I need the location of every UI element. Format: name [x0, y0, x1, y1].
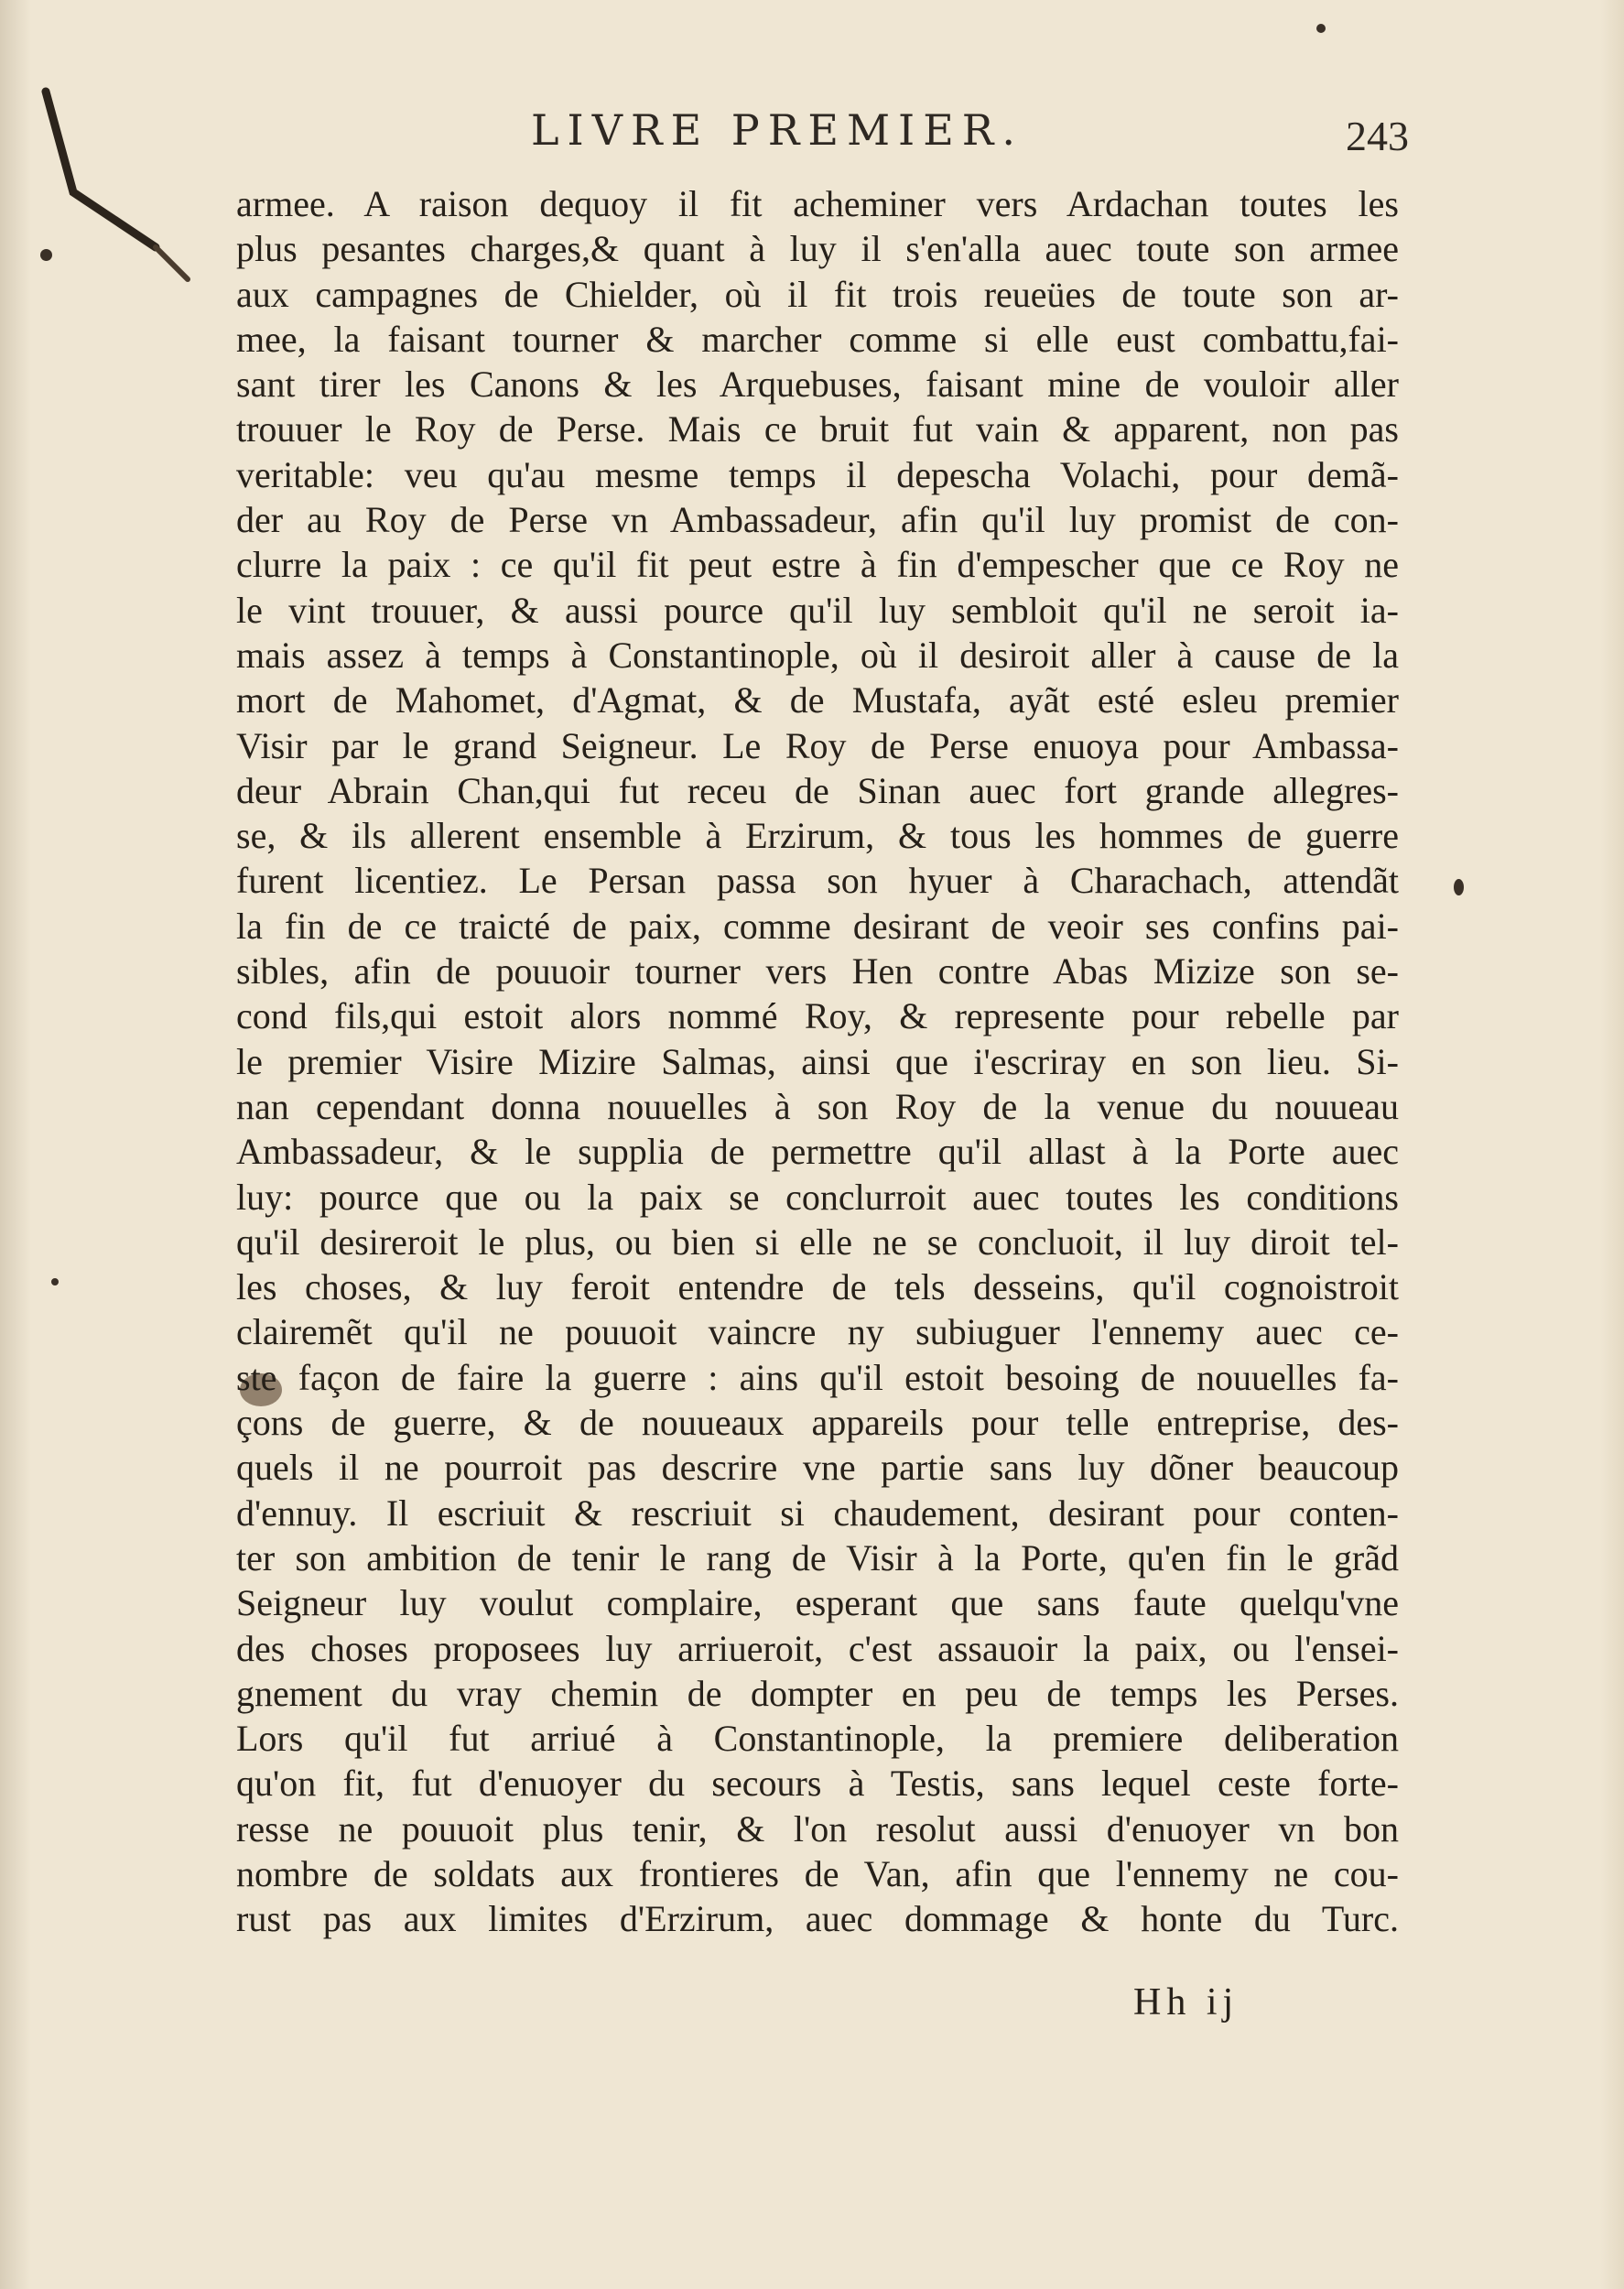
running-header: LIVRE PREMIER. — [531, 105, 1024, 155]
page-gutter-shadow — [0, 0, 31, 2289]
text-line: la fin de ce traicté de paix, comme desirant de veoir ses confins pai- — [236, 905, 1399, 947]
text-line: deur Abrain Chan,qui fut receu de Sinan auec fort grande allegres- — [236, 769, 1399, 811]
page-edge-shadow — [1600, 0, 1624, 2289]
ink-speck — [40, 249, 52, 261]
text-line: rust pas aux limites d'Erzirum, auec dommage & honte du Turc. — [236, 1898, 1399, 1940]
text-line: Visir par le grand Seigneur. Le Roy de Perse enuoya pour Ambassa- — [236, 724, 1399, 766]
text-line: clairemẽt qu'il ne pouuoit vaincre ny subiuguer l'ennemy auec ce- — [236, 1311, 1399, 1353]
body-text — [236, 181, 1399, 1942]
text-line: le premier Visire Mizire Salmas, ainsi que i'escriray en son lieu. Si- — [236, 1040, 1399, 1082]
text-line: nan cependant donna nouuelles à son Roy de la venue du nouueau — [236, 1085, 1399, 1127]
text-line: der au Roy de Perse vn Ambassadeur, afin qu'il luy promist de con- — [236, 499, 1399, 541]
text-line: çons de guerre, & de nouueaux appareils pour telle entreprise, des- — [236, 1402, 1399, 1444]
text-line: se, & ils allerent ensemble à Erzirum, & tous les hommes de guerre — [236, 815, 1399, 857]
text-line: gnement du vray chemin de dompter en peu de temps les Perses. — [236, 1672, 1399, 1714]
text-line: sibles, afin de pouuoir tourner vers Hen contre Abas Mizize son se- — [236, 950, 1399, 993]
text-line: des choses proposees luy arriueroit, c'est assauoir la paix, ou l'ensei- — [236, 1627, 1399, 1669]
text-line: quels il ne pourroit pas descrire vne partie sans luy dõner beaucoup — [236, 1447, 1399, 1489]
text-line: ter son ambition de tenir le rang de Visir à la Porte, qu'en fin le grãd — [236, 1536, 1399, 1578]
text-line: aux campagnes de Chielder, où il fit trois reueües de toute son ar- — [236, 273, 1399, 315]
text-line: qu'il desireroit le plus, ou bien si elle ne se concluoit, il luy diroit tel- — [236, 1220, 1399, 1263]
ink-speck — [1316, 24, 1326, 33]
page-number: 243 — [1346, 113, 1409, 159]
text-line: armee. A raison dequoy il fit acheminer vers Ardachan toutes les — [236, 183, 1399, 224]
signature-mark: Hh ij — [1133, 1981, 1240, 2023]
text-line: d'ennuy. Il escriuit & rescriuit si chaudement, desirant pour conten- — [236, 1492, 1399, 1534]
text-line: trouuer le Roy de Perse. Mais ce bruit fut vain & apparent, non pas — [236, 408, 1399, 450]
text-line: Seigneur luy voulut complaire, esperant que sans faute quelqu'vne — [236, 1582, 1399, 1624]
text-line: mais assez à temps à Constantinople, où il desiroit aller à cause de la — [236, 634, 1399, 676]
text-line: clurre la paix : ce qu'il fit peut estre à fin d'empescher que ce Roy ne — [236, 544, 1399, 586]
text-line: nombre de soldats aux frontieres de Van, afin que l'ennemy ne cou- — [236, 1852, 1399, 1894]
text-line: les choses, & luy feroit entendre de tels desseins, qu'il cognoistroit — [236, 1266, 1399, 1308]
text-line: mort de Mahomet, d'Agmat, & de Mustafa, ayãt esté esleu premier — [236, 679, 1399, 721]
text-line: le vint trouuer, & aussi pource qu'il luy sembloit qu'il ne seroit ia- — [236, 589, 1399, 631]
text-line: luy: pource que ou la paix se conclurroit auec toutes les conditions — [236, 1176, 1399, 1218]
text-line: veritable: veu qu'au mesme temps il depescha Volachi, pour demã- — [236, 453, 1399, 495]
ink-stroke-mark — [18, 82, 201, 293]
text-line: cond fils,qui estoit alors nommé Roy, & represente pour rebelle par — [236, 995, 1399, 1037]
text-line: Lors qu'il fut arriué à Constantinople, la premiere deliberation — [236, 1718, 1399, 1760]
text-line: plus pesantes charges,& quant à luy il s'en'alla auec toute son armee — [236, 228, 1399, 270]
text-line: resse ne pouuoit plus tenir, & l'on resolut aussi d'enuoyer vn bon — [236, 1807, 1399, 1850]
ink-speck — [51, 1278, 59, 1286]
text-line: ste façon de faire la guerre : ains qu'il estoit besoing de nouuelles fa- — [236, 1356, 1399, 1398]
ink-speck — [1454, 879, 1464, 895]
text-line: furent licentiez. Le Persan passa son hyuer à Charachach, attendãt — [236, 860, 1399, 902]
text-line: mee, la faisant tourner & marcher comme si elle eust combattu,fai- — [236, 318, 1399, 360]
text-line: qu'on fit, fut d'enuoyer du secours à Testis, sans lequel ceste forte- — [236, 1763, 1399, 1805]
text-line: Ambassadeur, & le supplia de permettre qu'il allast à la Porte auec — [236, 1131, 1399, 1173]
text-line: sant tirer les Canons & les Arquebuses, faisant mine de vouloir aller — [236, 363, 1399, 406]
